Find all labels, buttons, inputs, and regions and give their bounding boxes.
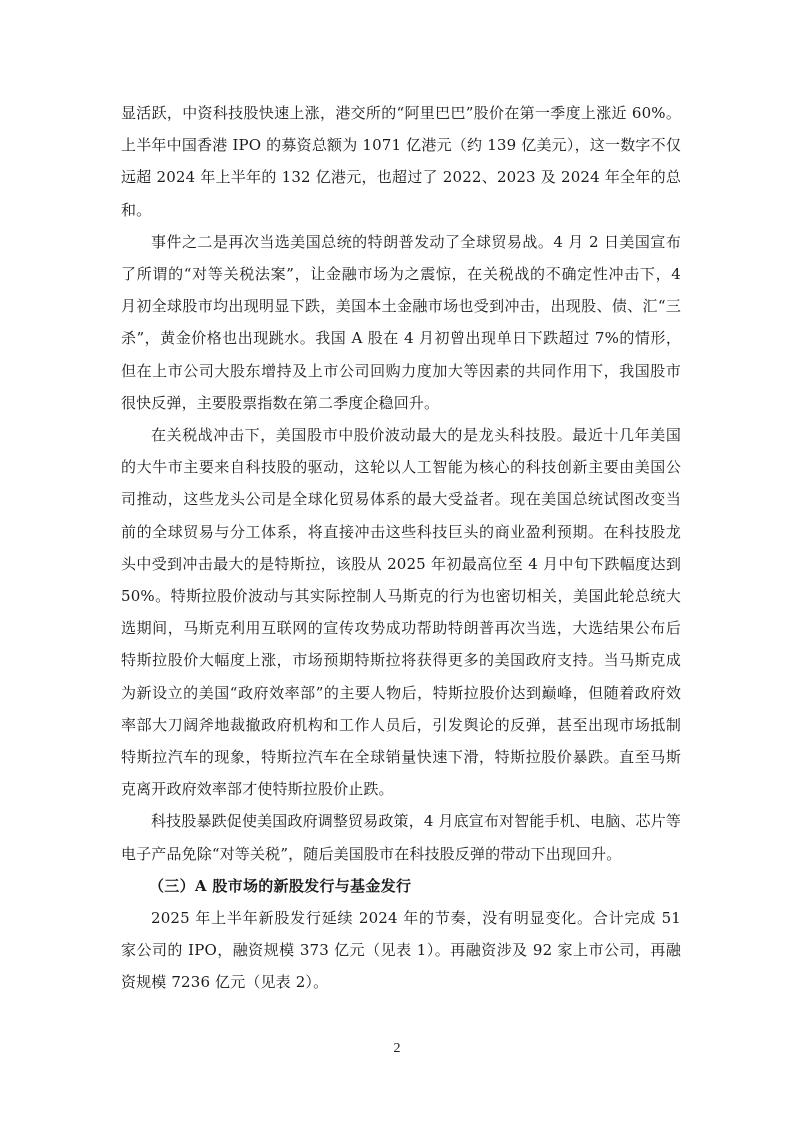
paragraph-tariff-exemption: 科技股暴跌促使美国政府调整贸易政策，4 月底宣布对智能手机、电脑、芯片等电子产品免除“对等关税”，随后美国股市在科技股反弹的带动下出现回升。	[121, 812, 681, 863]
section-heading: （三）A 股市场的新股发行与基金发行	[149, 876, 412, 895]
document-page	[121, 97, 681, 999]
page-number: 2	[393, 1041, 401, 1056]
paragraph-trade-war: 事件之二是再次当选美国总统的特朗普发动了全球贸易战。4 月 2 日美国宣布了所谓的“对等关税法案”，让金融市场为之震惊，在关税战的不确定性冲击下，4 月初全球股市均出现明显下跌，美国本土金融市场也受到冲击，出现股、债、汇“三杀”，黄金价格也出现跳水。我国 A 股在 4 月初曾出现单日下跌超过 7%的情形，但在上市公司大股东增持及上市公司回购力度加大等因素的共同作用下，我国股市很快反弹，主要股票指数在第二季度企稳回升。	[121, 232, 681, 412]
paragraph-hk-ipo: 显活跃，中资科技股快速上涨，港交所的“阿里巴巴”股价在第一季度上涨近 60%。上半年中国香港 IPO 的募资总额为 1071 亿港元（约 139 亿美元），这一数字不仅远超 2024 年上半年的 132 亿港元，也超过了 2022、2023 及 2024 年全年的总和。	[121, 104, 681, 219]
paragraph-tech-stocks: 在关税战冲击下，美国股市中股价波动最大的是龙头科技股。最近十几年美国的大牛市主要来自科技股的驱动，这轮以人工智能为核心的科技创新主要由美国公司推动，这些龙头公司是全球化贸易体系的最大受益者。现在美国总统试图改变当前的全球贸易与分工体系，将直接冲击这些科技巨头的商业盈利预期。在科技股龙头中受到冲击最大的是特斯拉，该股从 2025 年初最高位至 4 月中旬下跌幅度达到 50%。特斯拉股价波动与其实际控制人马斯克的行为也密切相关，美国此轮总统大选期间，马斯克利用互联网的宣传攻势成功帮助特朗普再次当选，大选结果公布后特斯拉股价大幅度上涨，市场预期特斯拉将获得更多的美国政府支持。当马斯克成为新设立的美国“政府效率部”的主要人物后，特斯拉股价达到巅峰，但随着政府效率部大刀阔斧地裁撤政府机构和工作人员后，引发舆论的反弹，甚至出现市场抵制特斯拉汽车的现象，特斯拉汽车在全球销量快速下滑，特斯拉股价暴跌。直至马斯克离开政府效率部才使特斯拉股价止跌。	[121, 426, 681, 799]
paragraph-ipo-summary: 2025 年上半年新股发行延续 2024 年的节奏，没有明显变化。合计完成 51 家公司的 IPO，融资规模 373 亿元（见表 1）。再融资涉及 92 家上市公司，再融资规模 7236 亿元（见表 2）。	[121, 909, 681, 992]
